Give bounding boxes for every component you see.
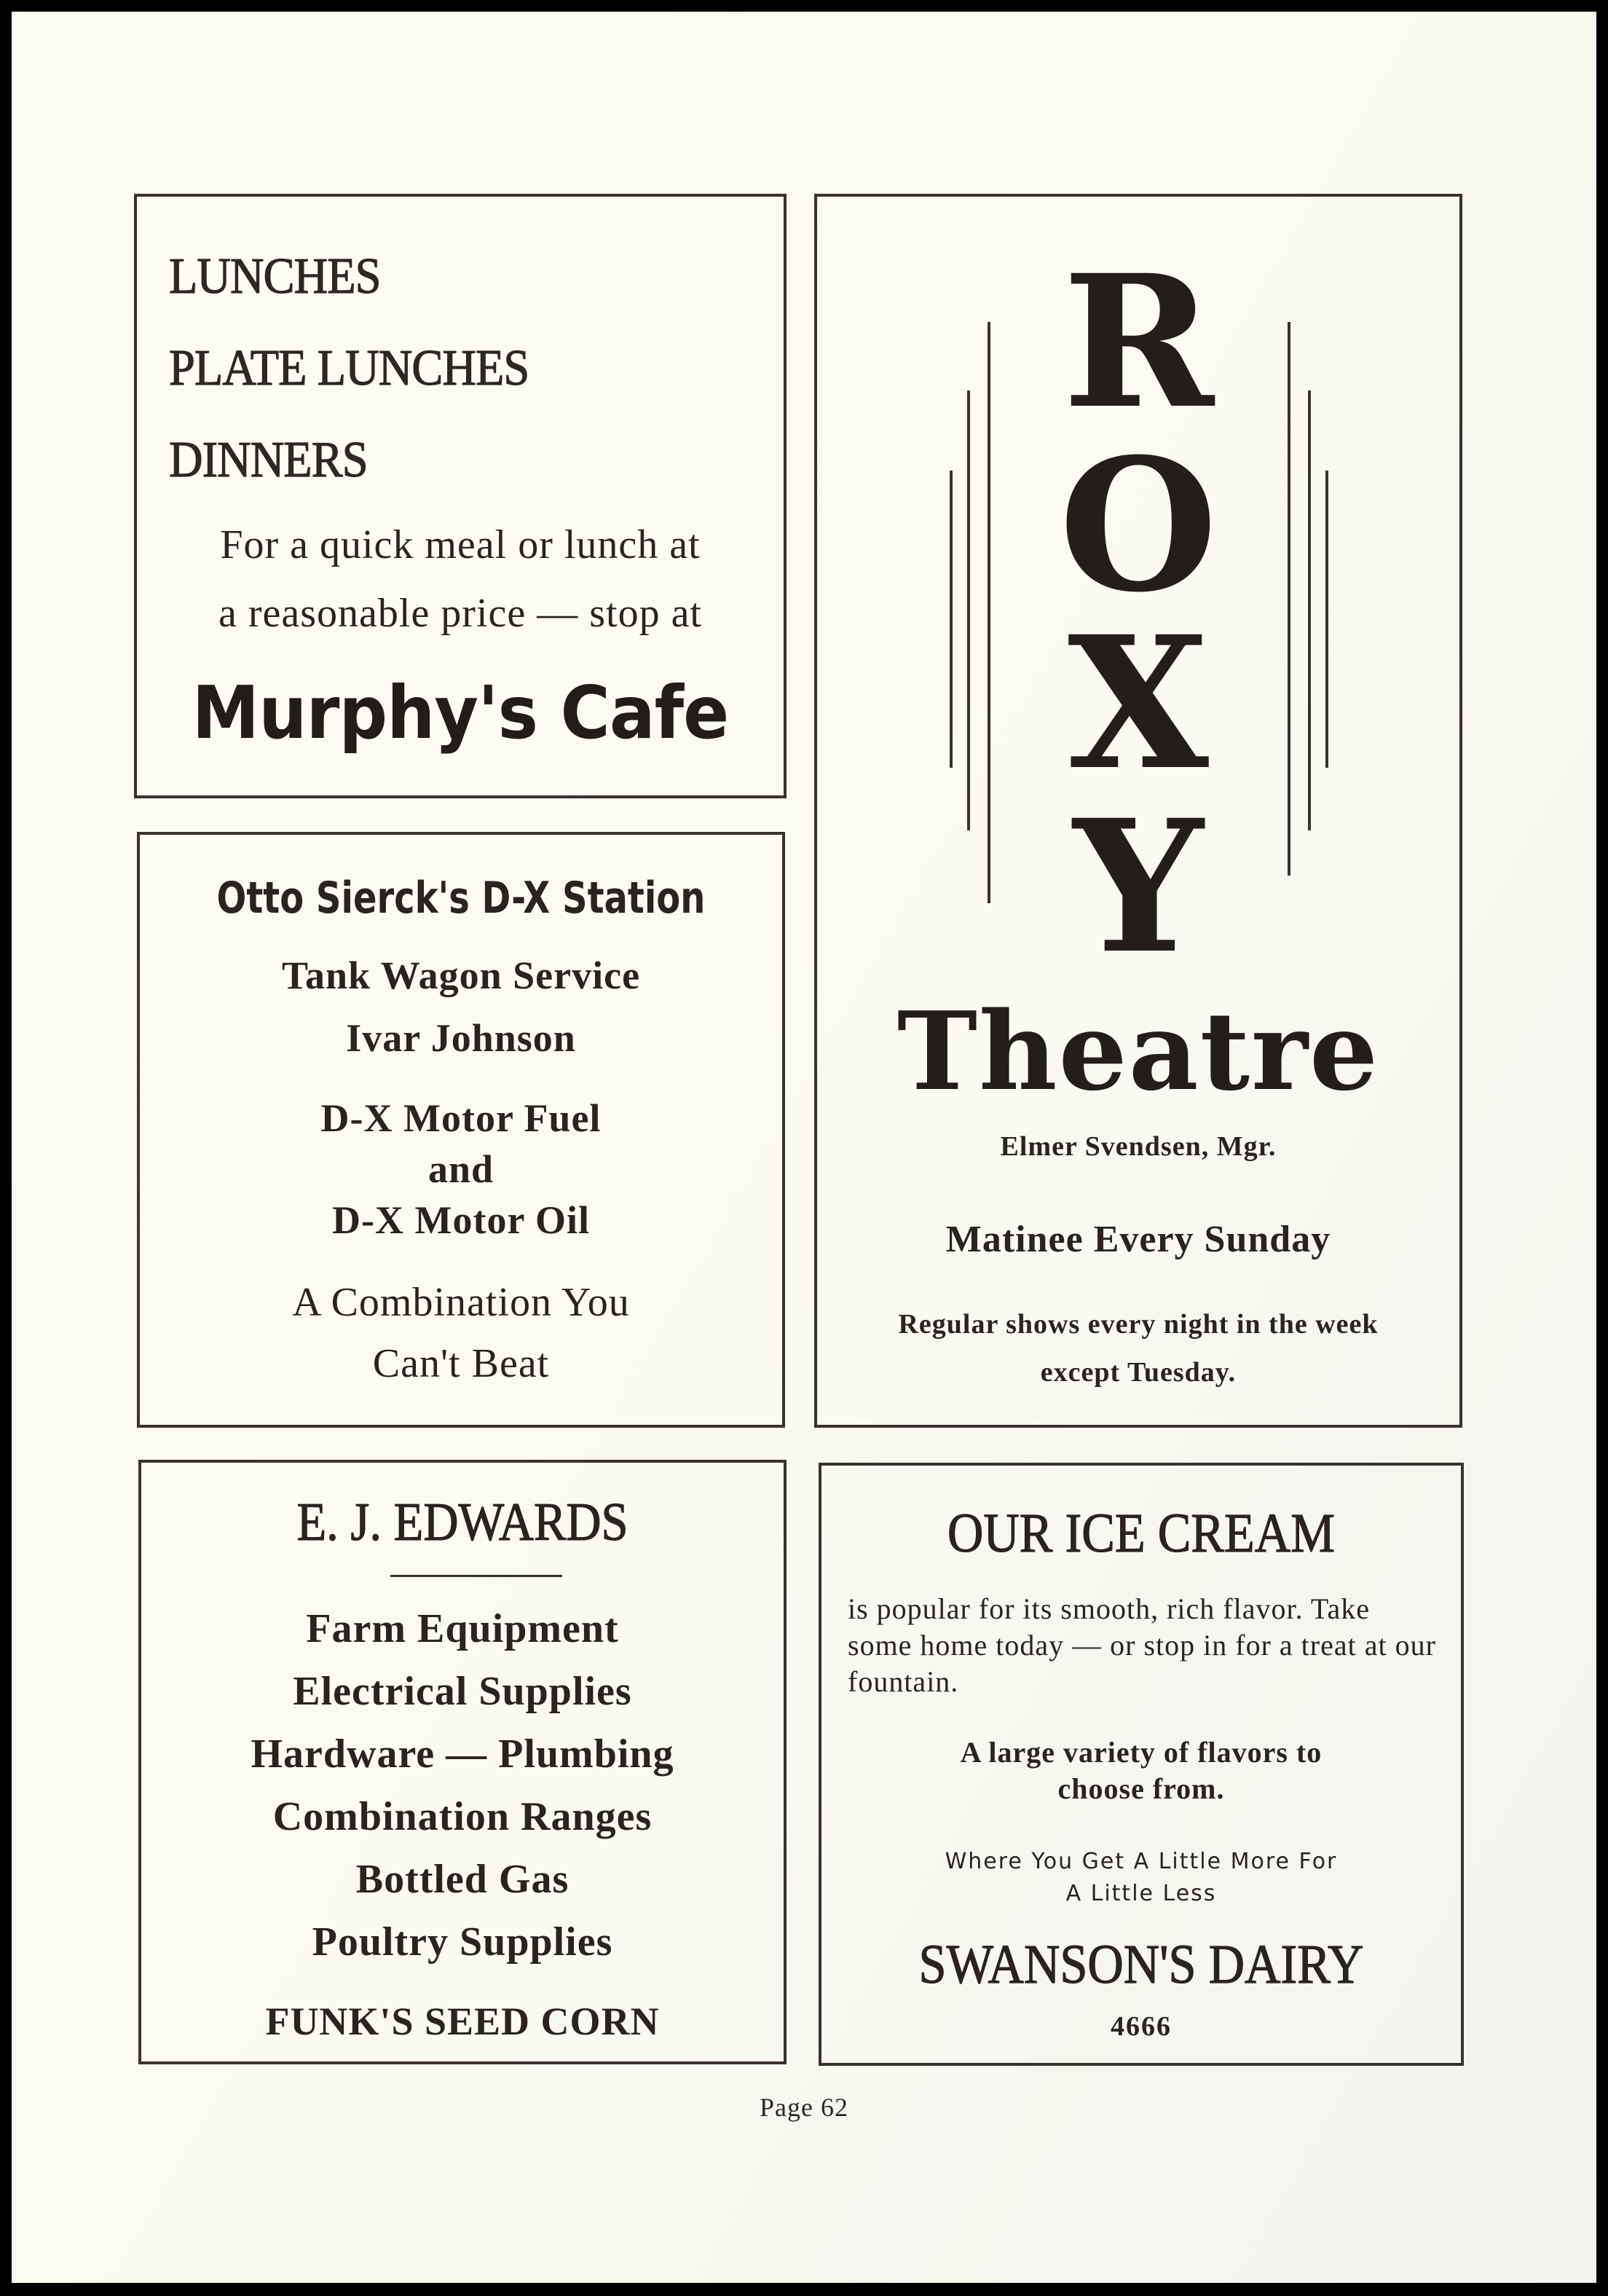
roxy-matinee: Matinee Every Sunday bbox=[945, 1219, 1331, 1260]
edwards-item: Electrical Supplies bbox=[293, 1669, 632, 1714]
swansons-dairy-ad bbox=[819, 1463, 1464, 2066]
dx-slogan-1: A Combination You bbox=[292, 1280, 630, 1325]
edwards-item: Poultry Supplies bbox=[312, 1919, 613, 1965]
dairy-slogan-2: A Little Less bbox=[1065, 1881, 1217, 1906]
dairy-variety-2: choose from. bbox=[1057, 1772, 1225, 1805]
dx-slogan-2: Can't Beat bbox=[372, 1341, 550, 1386]
cafe-line-plate-lunches: PLATE LUNCHES bbox=[169, 340, 529, 396]
dairy-paragraph: is popular for its smooth, rich flavor. Take some home today — or stop in for a treat at our fountain. bbox=[848, 1592, 1436, 1698]
dx-person: Ivar Johnson bbox=[346, 1016, 576, 1060]
murphys-cafe-ad bbox=[134, 194, 787, 798]
dairy-name: SWANSON'S DAIRY bbox=[918, 1934, 1364, 1995]
roxy-letter-x: X bbox=[1068, 596, 1209, 810]
dairy-title: OUR ICE CREAM bbox=[947, 1503, 1336, 1564]
cafe-body-line-2: a reasonable price — stop at bbox=[218, 591, 702, 636]
edwards-item: Hardware — Plumbing bbox=[251, 1731, 674, 1777]
dx-product-fuel: D-X Motor Fuel bbox=[320, 1096, 602, 1140]
dairy-phone: 4666 bbox=[1111, 2011, 1172, 2042]
edwards-divider bbox=[390, 1575, 562, 1577]
edwards-item: Farm Equipment bbox=[306, 1606, 619, 1651]
roxy-manager: Elmer Svendsen, Mgr. bbox=[1000, 1131, 1277, 1162]
dairy-slogan-1: Where You Get A Little More For bbox=[945, 1849, 1338, 1874]
page-number: Page 62 bbox=[760, 2093, 848, 2122]
cafe-line-lunches: LUNCHES bbox=[169, 248, 381, 304]
edwards-ad bbox=[138, 1460, 787, 2064]
dx-service: Tank Wagon Service bbox=[281, 954, 641, 997]
dx-station-ad bbox=[137, 832, 785, 1428]
roxy-letter-r: R bbox=[1063, 235, 1214, 449]
cafe-body-line-1: For a quick meal or lunch at bbox=[220, 522, 701, 567]
roxy-schedule-2: except Tuesday. bbox=[1040, 1357, 1237, 1388]
dairy-variety-1: A large variety of flavors to bbox=[960, 1736, 1323, 1769]
roxy-letter-y: Y bbox=[1073, 779, 1204, 994]
cafe-name: Murphy's Cafe bbox=[192, 670, 729, 755]
cafe-line-dinners: DINNERS bbox=[169, 432, 368, 488]
roxy-theatre-word: Theatre bbox=[896, 988, 1380, 1114]
roxy-letter-o: O bbox=[1059, 418, 1218, 632]
roxy-theatre-ad bbox=[814, 194, 1462, 1428]
dx-product-oil: D-X Motor Oil bbox=[332, 1198, 590, 1242]
edwards-item: Bottled Gas bbox=[355, 1857, 570, 1902]
edwards-footer: FUNK'S SEED CORN bbox=[265, 2000, 660, 2043]
dx-product-and: and bbox=[427, 1147, 494, 1191]
edwards-title: E. J. EDWARDS bbox=[296, 1493, 628, 1552]
edwards-item: Combination Ranges bbox=[272, 1794, 653, 1839]
dx-title: Otto Sierck's D-X Station bbox=[216, 873, 706, 924]
roxy-schedule-1: Regular shows every night in the week bbox=[898, 1309, 1379, 1340]
